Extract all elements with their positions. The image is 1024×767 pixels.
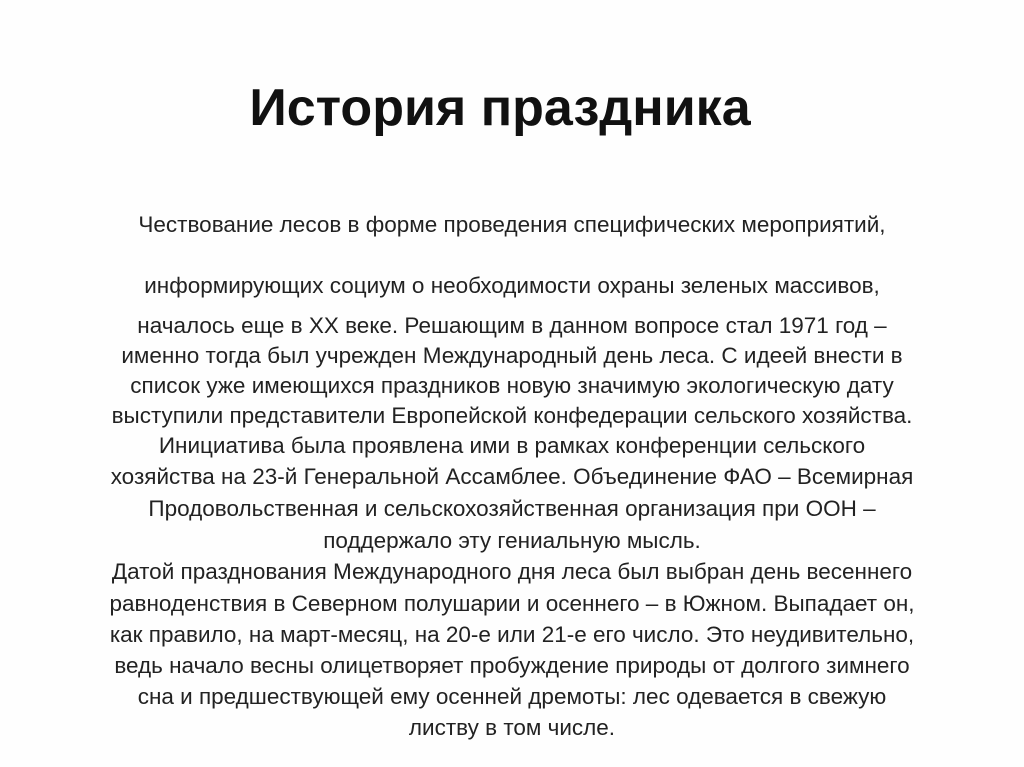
body-line: как правило, на март-месяц, на 20-е или 21-е его число. Это неудивительно,	[109, 622, 915, 647]
slide-title: История праздника	[249, 79, 751, 137]
body-line: Датой празднования Международного дня леса был выбран день весеннего	[111, 559, 913, 584]
body-line: Продовольственная и сельскохозяйственная организация при ООН –	[148, 496, 876, 521]
body-line: Чествование лесов в форме проведения специфических мероприятий,	[138, 212, 886, 237]
body-line: началось еще в XX веке. Решающим в данном вопросе стал 1971 год –	[137, 313, 887, 338]
body-line: информирующих социум о необходимости охраны зеленых массивов,	[144, 273, 880, 298]
body-line: именно тогда был учрежден Международный день леса. С идеей внести в	[121, 343, 903, 368]
body-line: равноденствия в Северном полушарии и осеннего – в Южном. Выпадает он,	[109, 591, 915, 616]
body-line: поддержало эту гениальную мысль.	[323, 528, 701, 553]
body-line: ведь начало весны олицетворяет пробуждение природы от долгого зимнего	[114, 653, 910, 678]
body-line: Инициатива была проявлена ими в рамках конференции сельского	[158, 433, 866, 458]
body-line: листву в том числе.	[408, 715, 616, 740]
body-line: список уже имеющихся праздников новую значимую экологическую дату	[130, 373, 894, 398]
body-line: хозяйства на 23-й Генеральной Ассамблее. Объединение ФАО – Всемирная	[110, 464, 914, 489]
body-line: сна и предшествующей ему осенней дремоты: лес одевается в свежую	[137, 684, 887, 709]
body-line: выступили представители Европейской конфедерации сельского хозяйства.	[111, 403, 913, 428]
